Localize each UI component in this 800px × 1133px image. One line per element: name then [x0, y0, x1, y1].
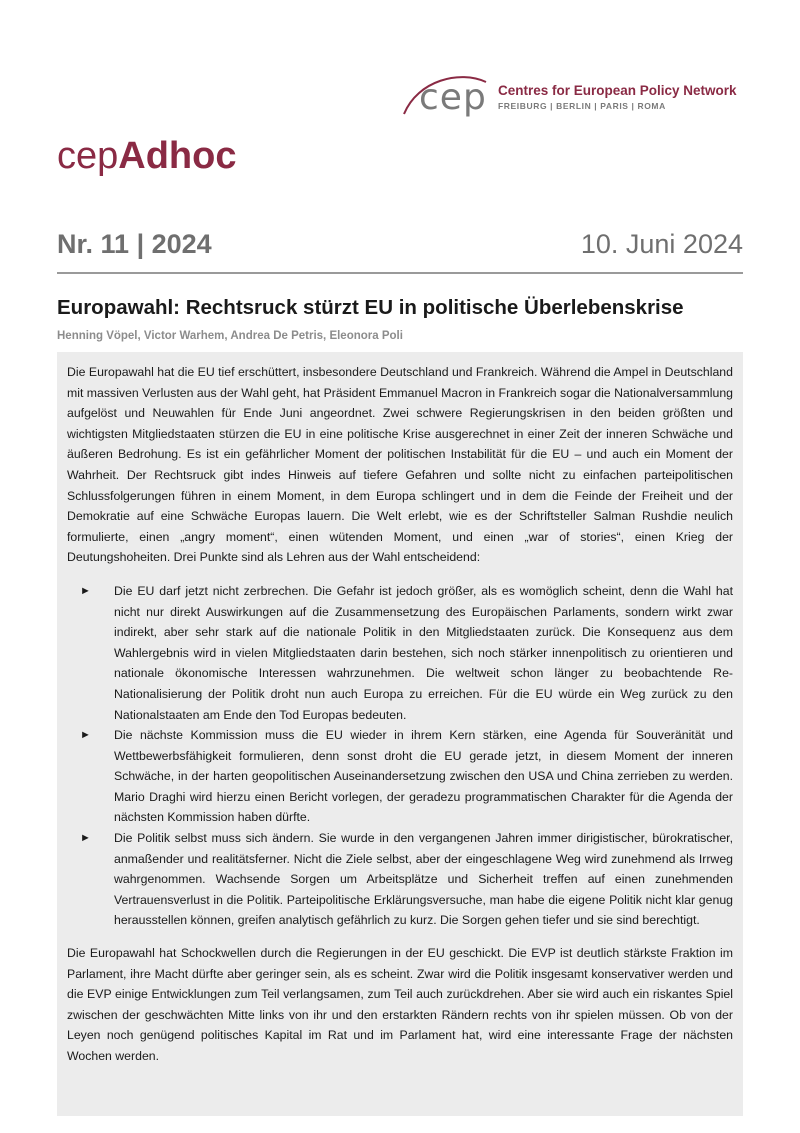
triangle-bullet-icon: ►: [80, 729, 91, 742]
list-item: [67, 581, 733, 725]
cep-network-logo: [400, 70, 750, 120]
brand-suffix: Adhoc: [118, 135, 237, 177]
list-item: [67, 828, 733, 931]
logo-mark: cep: [419, 77, 487, 118]
list-item-text: Die nächste Kommission muss die EU wieder in ihrem Kern stärken, eine Agenda für Souveränität und Wettbewerbsfähigkeit formulieren, denn sonst droht die EU gerade jetzt, in diesem Moment der inneren Schwäche, in der harten geopolitischen Auseinandersetzung zwischen den USA und China zerrieben zu werden. Mario Draghi wird hierzu einen Bericht vorlegen, der geradezu programmatischen Charakter für die Agenda der nächsten Kommission haben dürfte.: [114, 728, 733, 825]
article-title: Europawahl: Rechtsruck stürzt EU in politische Überlebenskrise: [57, 296, 684, 319]
triangle-bullet-icon: ►: [80, 584, 91, 597]
triangle-bullet-icon: ►: [80, 832, 91, 845]
issue-number: Nr. 11 | 2024: [57, 229, 212, 259]
article-authors: Henning Vöpel, Victor Warhem, Andrea De Petris, Eleonora Poli: [57, 330, 403, 342]
publication-brand: [57, 135, 237, 178]
header-divider: [57, 272, 743, 274]
intro-paragraph: Die Europawahl hat die EU tief erschüttert, insbesondere Deutschland und Frankreich. Während die Ampel in Deutschland mit massiven Verlusten aus der Wahl geht, hat Präsident Emmanuel Macron in Frankreich sogar die Nationalversammlung aufgelöst und Neuwahlen für Ende Juni angeordnet. Zwei schwere Regierungskrisen in den beiden größten und wichtigsten Mitgliedstaaten stürzen die EU in eine politische Krise ausgerechnet in einer Zeit der inneren Schwäche und äußeren Bedrohung. Es ist ein gefährlicher Moment der politischen Instabilität für die EU – und auch ein Moment der Wahrheit. Der Rechtsruck gibt indes Hinweis auf tiefere Gefahren und sollte nicht zu einfachen parteipolitischen Schlussfolgerungen führen in einem Moment, in dem Europa schlingert und in dem die Feinde der Freiheit und der Demokratie auf eine Schwäche Europas lauern. Die Welt erlebt, wie es der Schriftsteller Salman Rushdie neulich formulierte, einen „angry moment“, einen wütenden Moment, und einen „war of stories“, einen Krieg der Deutungshoheiten. Drei Punkte sind als Lehren aus der Wahl entscheidend:: [67, 365, 733, 565]
lessons-list: [67, 581, 733, 931]
list-item: [67, 725, 733, 828]
brand-prefix: cep: [57, 135, 119, 177]
list-item-text: Die EU darf jetzt nicht zerbrechen. Die Gefahr ist jedoch größer, als es womöglich scheint, denn die Wahl hat nicht nur direkt Auswirkungen auf die Zusammensetzung des Europäischen Parlaments, sondern wirkt zwar indirekt, aber sehr stark auf die nationale Politik in den Mitgliedstaaten zurück. Die Konsequenz aus dem Wahlergebnis wird in vielen Mitgliedstaaten darin bestehen, sich noch stärker innenpolitisch zu orientieren und nationale ökonomische Interessen wahrzunehmen. Die weltweit schon länger zu beobachtende Re-Nationalisierung der Politik droht nun auch Europa zu erreichen. Für die EU würde ein Weg zurück zu den Nationalstaaten am Ende den Tod Europas bedeuten.: [114, 583, 733, 722]
network-cities: FREIBURG | BERLIN | PARIS | ROMA: [498, 101, 666, 111]
closing-paragraph: Die Europawahl hat Schockwellen durch die Regierungen in der EU geschickt. Die EVP ist deutlich stärkste Fraktion im Parlament, ihre Macht dürfte aber geringer sein, als es scheint. Zwar wird die Politik insgesamt konservativer werden und die EVP einige Entwicklungen zum Teil verlangsamen, zum Teil auch zurückdrehen. Aber sie wird auch ein riskantes Spiel zwischen der geschwächten Mitte links von ihr und den erstarkten Rändern rechts von ihr spielen müssen. Ob von der Leyen noch genügend politisches Kapital im Rat und im Parlament hat, wird eine interessante Frage der nächsten Wochen werden.: [67, 946, 733, 1063]
publication-date: 10. Juni 2024: [580, 229, 743, 259]
network-name: Centres for European Policy Network: [498, 83, 737, 98]
article-body: [57, 352, 743, 1116]
list-item-text: Die Politik selbst muss sich ändern. Sie wurde in den vergangenen Jahren immer dirigistischer, bürokratischer, anmaßender und realitätsferner. Nicht die Ziele selbst, aber der eingeschlagene Weg wird zunehmend als Irrweg wahrgenommen. Wachsende Sorgen um Arbeitsplätze und Sicherheit treffen auf einen zunehmenden Vertrauensverlust in die Politik. Parteipolitische Erklärungsversuche, man habe die eigene Politik nicht klar genug herausstellen können, greifen analytisch gefährlich zu kurz. Die Sorgen gehen tiefer und sie sind berechtigt.: [114, 831, 733, 928]
issue-row: [57, 229, 743, 265]
